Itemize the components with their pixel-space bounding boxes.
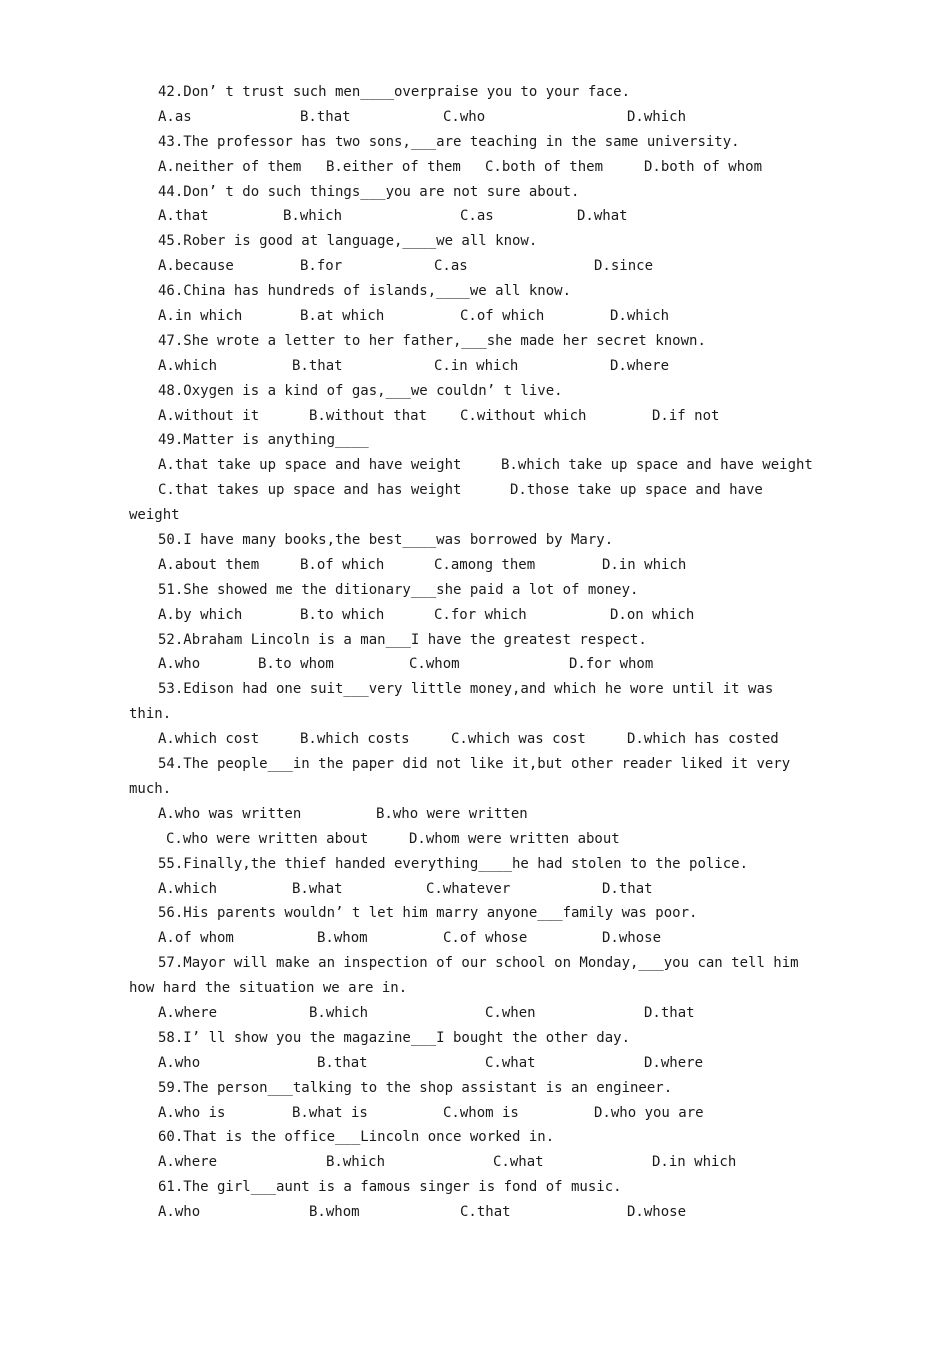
question-54-options-row-1 bbox=[0, 802, 950, 827]
question-56-option-c: C.of whose bbox=[443, 930, 528, 947]
question-51-option-d: D.on which bbox=[610, 606, 695, 623]
question-54-option-b: B.who were written bbox=[376, 805, 528, 822]
question-51-options bbox=[0, 603, 950, 628]
question-45-option-a: A.because bbox=[158, 258, 234, 275]
question-47-option-c: C.in which bbox=[434, 357, 519, 374]
question-48-option-c: C.without which bbox=[460, 407, 587, 424]
question-58-option-a: A.who bbox=[158, 1054, 201, 1071]
question-51-stem: 51.She showed me the ditionary___she paid a lot of money. bbox=[158, 581, 639, 598]
question-60-option-a: A.where bbox=[158, 1154, 218, 1171]
question-54-option-d: D.whom were written about bbox=[409, 830, 620, 847]
question-47-option-a: A.which bbox=[158, 357, 218, 374]
question-57-options bbox=[0, 1001, 950, 1026]
question-59-stem: 59.The person___talking to the shop assistant is an engineer. bbox=[158, 1079, 673, 1096]
question-56-option-d: D.whose bbox=[602, 930, 662, 947]
question-46-options bbox=[0, 304, 950, 329]
question-53-option-c: C.which was cost bbox=[451, 731, 586, 748]
question-52-options bbox=[0, 652, 950, 677]
question-50-options bbox=[0, 553, 950, 578]
question-44-options bbox=[0, 204, 950, 229]
question-44-option-a: A.that bbox=[158, 208, 209, 225]
question-59-option-c: C.whom is bbox=[443, 1104, 519, 1121]
question-47-option-d: D.where bbox=[610, 357, 670, 374]
question-45-stem: 45.Rober is good at language,____we all know. bbox=[158, 233, 538, 250]
question-48-option-d: D.if not bbox=[652, 407, 720, 424]
question-57-stem: 57.Mayor will make an inspection of our school on Monday,___you can tell him bbox=[158, 955, 799, 972]
question-60-option-d: D.in which bbox=[652, 1154, 737, 1171]
question-55-options bbox=[0, 877, 950, 902]
question-52-option-d: D.for whom bbox=[569, 656, 654, 673]
question-46-option-d: D.which bbox=[610, 308, 670, 325]
question-42-option-a: A.as bbox=[158, 108, 192, 125]
question-43-option-a: A.neither of them bbox=[158, 158, 302, 175]
question-44-option-c: C.as bbox=[460, 208, 494, 225]
question-52-option-a: A.who bbox=[158, 656, 201, 673]
question-57-option-b: B.which bbox=[309, 1004, 369, 1021]
question-48-stem: 48.Oxygen is a kind of gas,___we couldn’ t live. bbox=[158, 382, 563, 399]
question-45-option-c: C.as bbox=[434, 258, 468, 275]
question-55-stem: 55.Finally,the thief handed everything____he had stolen to the police. bbox=[158, 855, 749, 872]
question-54-option-c: C.who were written about bbox=[166, 830, 369, 847]
question-56-stem: 56.His parents wouldn’ t let him marry anyone___family was poor. bbox=[158, 905, 698, 922]
question-47-options bbox=[0, 354, 950, 379]
question-60-options bbox=[0, 1150, 950, 1175]
question-49-option-d-wrap: weight bbox=[129, 507, 180, 524]
question-55-option-d: D.that bbox=[602, 880, 653, 897]
question-44-option-d: D.what bbox=[577, 208, 628, 225]
question-44-stem: 44.Don’ t do such things___you are not sure about. bbox=[158, 183, 580, 200]
question-45-options bbox=[0, 254, 950, 279]
question-50-stem: 50.I have many books,the best____was borrowed by Mary. bbox=[158, 532, 614, 549]
question-49-options-row-2 bbox=[0, 478, 950, 503]
question-56-option-b: B.whom bbox=[317, 930, 368, 947]
question-52-stem: 52.Abraham Lincoln is a man___I have the greatest respect. bbox=[158, 631, 647, 648]
question-49-option-a: A.that take up space and have weight bbox=[158, 457, 462, 474]
question-46-option-a: A.in which bbox=[158, 308, 243, 325]
question-61-stem: 61.The girl___aunt is a famous singer is fond of music. bbox=[158, 1179, 622, 1196]
question-58-stem: 58.I’ ll show you the magazine___I bought the other day. bbox=[158, 1029, 631, 1046]
question-58-option-d: D.where bbox=[644, 1054, 704, 1071]
question-49-option-b: B.which take up space and have weight bbox=[501, 457, 813, 474]
question-46-stem: 46.China has hundreds of islands,____we all know. bbox=[158, 283, 572, 300]
question-57-option-c: C.when bbox=[485, 1004, 536, 1021]
question-51-option-b: B.to which bbox=[300, 606, 385, 623]
question-48-option-b: B.without that bbox=[309, 407, 428, 424]
question-45-option-d: D.since bbox=[594, 258, 654, 275]
question-57-option-a: A.where bbox=[158, 1004, 218, 1021]
question-61-option-d: D.whose bbox=[627, 1204, 687, 1221]
question-42-stem: 42.Don’ t trust such men____overpraise you to your face. bbox=[158, 84, 631, 100]
question-49-option-c: C.that takes up space and has weight bbox=[158, 482, 462, 499]
question-60-option-c: C.what bbox=[493, 1154, 544, 1171]
question-58-option-b: B.that bbox=[317, 1054, 368, 1071]
question-59-option-a: A.who is bbox=[158, 1104, 226, 1121]
question-47-option-b: B.that bbox=[292, 357, 343, 374]
question-52-option-c: C.whom bbox=[409, 656, 460, 673]
question-53-option-a: A.which cost bbox=[158, 731, 260, 748]
question-53-option-b: B.which costs bbox=[300, 731, 410, 748]
question-59-options bbox=[0, 1101, 950, 1126]
question-61-options bbox=[0, 1200, 950, 1225]
question-56-option-a: A.of whom bbox=[158, 930, 234, 947]
question-45-option-b: B.for bbox=[300, 258, 343, 275]
question-60-stem: 60.That is the office___Lincoln once worked in. bbox=[158, 1129, 555, 1146]
question-49-option-d: D.those take up space and have bbox=[510, 482, 763, 499]
question-49-options-row-1 bbox=[0, 453, 950, 478]
question-43-option-c: C.both of them bbox=[485, 158, 604, 175]
question-46-option-b: B.at which bbox=[300, 308, 385, 325]
question-42-option-d: D.which bbox=[627, 108, 687, 125]
question-47-stem: 47.She wrote a letter to her father,___she made her secret known. bbox=[158, 332, 706, 349]
question-51-option-c: C.for which bbox=[434, 606, 527, 623]
question-43-stem: 43.The professor has two sons,___are teaching in the same university. bbox=[158, 133, 740, 150]
question-53-stem-wrap: thin. bbox=[129, 706, 172, 723]
question-42-option-b: B.that bbox=[300, 108, 351, 125]
question-50-option-a: A.about them bbox=[158, 556, 260, 573]
question-43-option-d: D.both of whom bbox=[644, 158, 763, 175]
question-46-option-c: C.of which bbox=[460, 308, 545, 325]
question-44-option-b: B.which bbox=[283, 208, 343, 225]
question-48-options bbox=[0, 404, 950, 429]
question-59-option-d: D.who you are bbox=[594, 1104, 704, 1121]
question-55-option-b: B.what bbox=[292, 880, 343, 897]
question-54-options-row-2 bbox=[0, 827, 950, 852]
question-61-option-b: B.whom bbox=[309, 1204, 360, 1221]
question-55-option-a: A.which bbox=[158, 880, 218, 897]
question-55-option-c: C.whatever bbox=[426, 880, 511, 897]
question-57-option-d: D.that bbox=[644, 1004, 695, 1021]
question-58-option-c: C.what bbox=[485, 1054, 536, 1071]
question-61-option-c: C.that bbox=[460, 1204, 511, 1221]
question-53-option-d: D.which has costed bbox=[627, 731, 779, 748]
question-51-option-a: A.by which bbox=[158, 606, 243, 623]
question-42-options bbox=[0, 105, 950, 130]
question-sheet bbox=[0, 80, 950, 1225]
question-56-options bbox=[0, 926, 950, 951]
question-43-option-b: B.either of them bbox=[326, 158, 461, 175]
question-57-stem-wrap: how hard the situation we are in. bbox=[129, 980, 408, 997]
question-43-options bbox=[0, 155, 950, 180]
question-58-options bbox=[0, 1051, 950, 1076]
question-53-stem: 53.Edison had one suit___very little money,and which he wore until it was bbox=[158, 681, 774, 698]
question-49-stem: 49.Matter is anything____ bbox=[158, 432, 369, 449]
question-60-option-b: B.which bbox=[326, 1154, 386, 1171]
question-59-option-b: B.what is bbox=[292, 1104, 368, 1121]
question-54-option-a: A.who was written bbox=[158, 805, 302, 822]
question-52-option-b: B.to whom bbox=[258, 656, 334, 673]
question-54-stem: 54.The people___in the paper did not like it,but other reader liked it very bbox=[158, 756, 791, 773]
question-50-option-b: B.of which bbox=[300, 556, 385, 573]
question-61-option-a: A.who bbox=[158, 1204, 201, 1221]
question-53-options bbox=[0, 727, 950, 752]
question-50-option-d: D.in which bbox=[602, 556, 687, 573]
question-54-stem-wrap: much. bbox=[129, 780, 172, 797]
question-48-option-a: A.without it bbox=[158, 407, 260, 424]
question-42-option-c: C.who bbox=[443, 108, 486, 125]
question-50-option-c: C.among them bbox=[434, 556, 536, 573]
